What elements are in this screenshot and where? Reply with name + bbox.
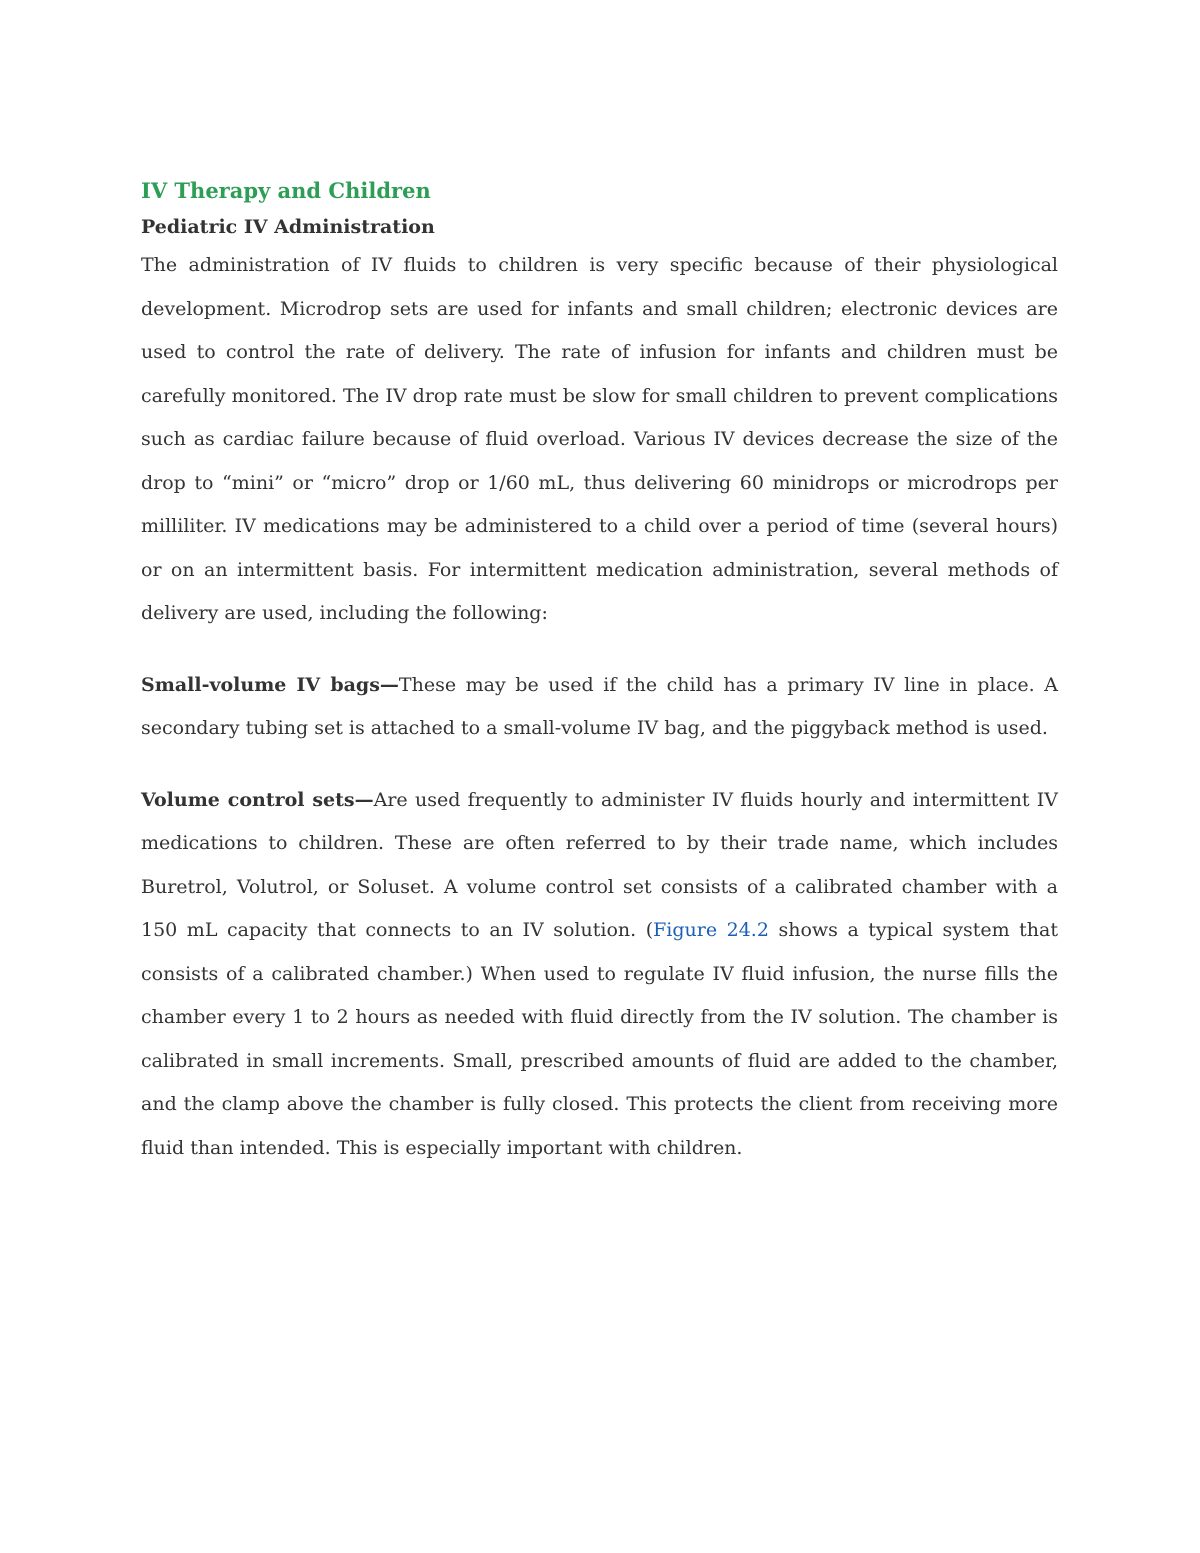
em-dash: — xyxy=(354,788,374,811)
volume-control-paragraph xyxy=(141,779,1058,1171)
small-volume-paragraph xyxy=(141,664,1058,751)
small-volume-text: These may be used if the child has a primary IV line in place. A secondary tubing set is attached to a small-volume IV bag, and the piggyback method is used. xyxy=(141,673,1058,739)
document-page xyxy=(141,174,1058,1170)
volume-control-text-after-link: shows a typical system that consists of a calibrated chamber.) When used to regulate IV fluid infusion, the nurse fills the chamber every 1 to 2 hours as needed with fluid directly from the IV solution. The chamber is calibrated in small increments. Small, prescribed amounts of fluid are added to the chamber, and the clamp above the chamber is fully closed. This protects the client from receiving more fluid than intended. This is especially important with children. xyxy=(141,919,1058,1159)
figure-link[interactable]: Figure 24.2 xyxy=(653,919,769,941)
section-subheading: Pediatric IV Administration xyxy=(141,216,435,238)
intro-paragraph: The administration of IV fluids to children is very specific because of their physiological development. Microdrop sets are used for infants and small children; electronic devices are used to control the rate of delivery. The rate of infusion for infants and children must be carefully monitored. The IV drop rate must be slow for small children to prevent complications such as cardiac failure because of fluid overload. Various IV devices decrease the size of the drop to “mini” or “micro” drop or 1/60 mL, thus delivering 60 minidrops or microdrops per milliliter. IV medications may be administered to a child over a period of time (several hours) or on an intermittent basis. For intermittent medication administration, several methods of delivery are used, including the following: xyxy=(141,254,1058,624)
volume-control-lead: Volume control sets xyxy=(141,788,355,811)
small-volume-lead: Small-volume IV bags xyxy=(141,673,380,696)
volume-control-text-before-link: Are used frequently to administer IV fluids hourly and intermittent IV medications to children. These are often referred to by their trade name, which includes Buretrol, Volutrol, or Soluset. A volume control set consists of a calibrated chamber with a 150 mL capacity that connects to an IV solution. ( xyxy=(141,788,1058,941)
em-dash: — xyxy=(379,673,399,696)
section-heading: IV Therapy and Children xyxy=(141,178,431,203)
